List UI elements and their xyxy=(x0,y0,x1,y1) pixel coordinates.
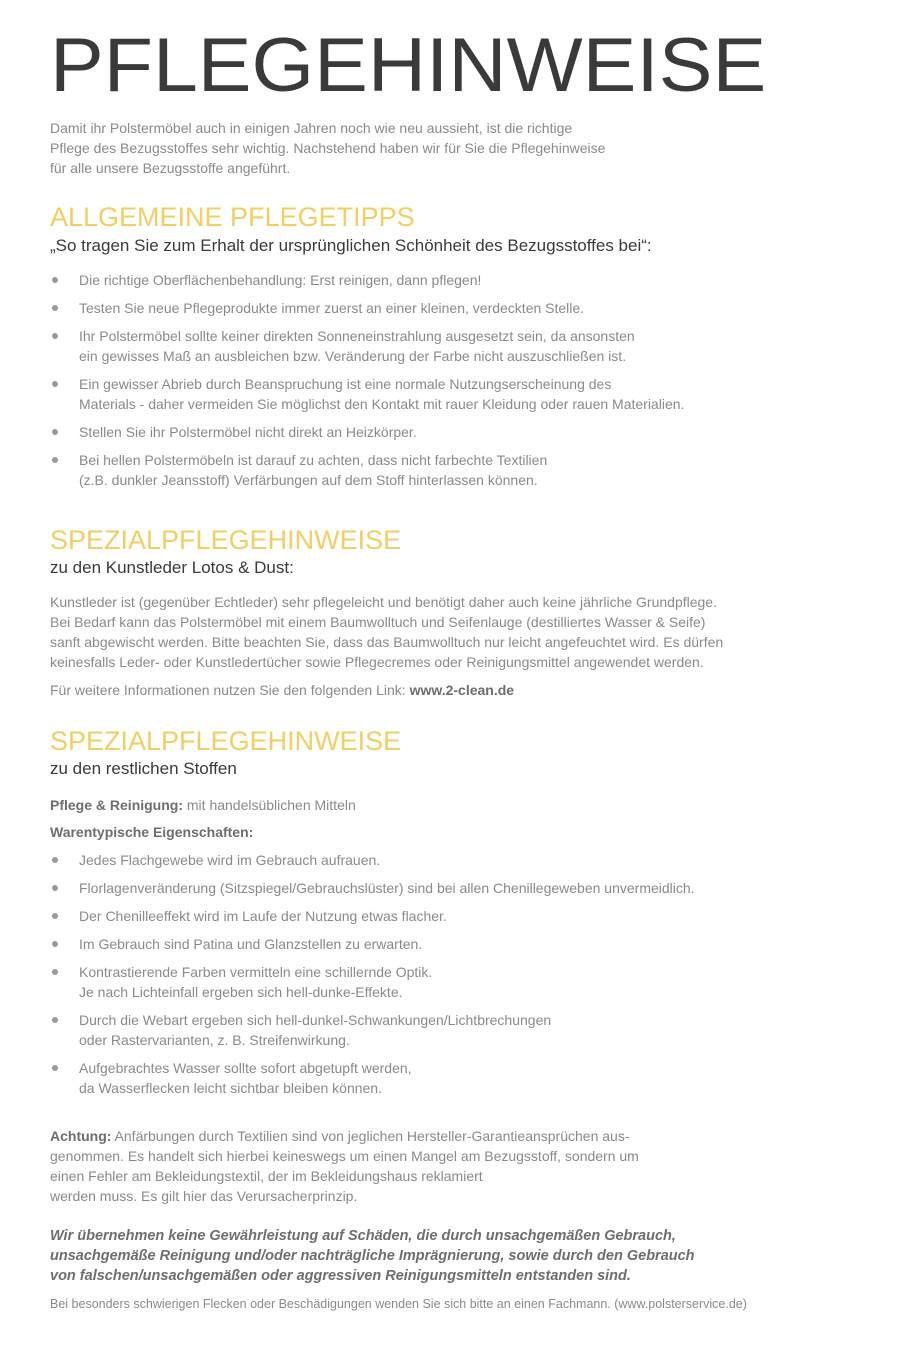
list-item: Stellen Sie ihr Polstermöbel nicht direkt an Heizkörper. xyxy=(50,422,870,442)
section-subtitle: zu den restlichen Stoffen xyxy=(50,759,237,778)
section-general-care xyxy=(50,204,870,498)
properties-list xyxy=(50,850,870,1098)
intro-text xyxy=(50,118,690,178)
list-item: Florlagenveränderung (Sitzspiegel/Gebrauchslüster) sind bei allen Chenillegeweben unvermeidlich. xyxy=(50,878,870,898)
list-item: Durch die Webart ergeben sich hell-dunkel-Schwankungen/Lichtbrechungen oder Rastervarianten, z. B. Streifenwirkung. xyxy=(50,1010,870,1050)
list-item: Der Chenilleeffekt wird im Laufe der Nutzung etwas flacher. xyxy=(50,906,870,926)
leather-paragraph: Kunstleder ist (gegenüber Echtleder) sehr pflegeleicht und benötigt daher auch keine jährliche Grundpflege. Bei Bedarf kann das Polstermöbel mit einem Baumwolltuch und Seifenlauge (destilliertes Wasser & Seife) sanft abgewischt werden. Bitte beachten Sie, dass das Baumwolltuch nur leicht angefeuchtet wird. Es dürfen keinesfalls Leder- oder Kunstledertücher sowie Pflegecremes oder Reinigungsmittel angewendet werden. xyxy=(50,594,724,671)
section-subtitle: zu den Kunstleder Lotos & Dust: xyxy=(50,558,294,577)
list-item: Kontrastierende Farben vermitteln eine schillernde Optik. Je nach Lichteinfall ergeben sich hell-dunke-Effekte. xyxy=(50,962,870,1002)
tips-list xyxy=(50,270,870,490)
section-title: ALLGEMEINE PFLEGETIPPS xyxy=(50,202,415,232)
section-subtitle: „So tragen Sie zum Erhalt der ursprünglichen Schönheit des Bezugsstoffes bei“: xyxy=(50,236,652,255)
bullet-icon xyxy=(52,1017,58,1023)
section-synthetic-leather xyxy=(50,527,870,700)
bullet-icon xyxy=(52,1065,58,1071)
attention-note: Achtung: Anfärbungen durch Textilien sind von jeglichen Hersteller-Garantieansprüchen aus- genommen. Es handelt sich hierbei keineswegs um einen Mangel am Bezugsstoff, sondern um einen Fehler am Bekleidungstextil, der im Bekleidungshaus reklamiert werden muss. Es gilt hier das Verursacherprinzip. xyxy=(50,1128,639,1204)
list-item: Aufgebrachtes Wasser sollte sofort abgetupft werden, da Wasserflecken leicht sichtbar bleiben können. xyxy=(50,1058,870,1098)
page-title: PFLEGEHINWEISE xyxy=(50,23,767,108)
bullet-icon xyxy=(52,429,58,435)
list-item: Im Gebrauch sind Patina und Glanzstellen zu erwarten. xyxy=(50,934,870,954)
bullet-icon xyxy=(52,913,58,919)
bullet-icon xyxy=(52,969,58,975)
list-item: Bei hellen Polstermöbeln ist darauf zu achten, dass nicht farbechte Textilien (z.B. dunkler Jeansstoff) Verfärbungen auf dem Stoff hinterlassen können. xyxy=(50,450,870,490)
bullet-icon xyxy=(52,333,58,339)
list-item: Jedes Flachgewebe wird im Gebrauch aufrauen. xyxy=(50,850,870,870)
section-title: SPEZIALPFLEGEHINWEISE xyxy=(50,726,402,756)
list-item: Ihr Polstermöbel sollte keiner direkten Sonneneinstrahlung ausgesetzt sein, da ansonsten ein gewisses Maß an ausbleichen bzw. Veränderung der Farbe nicht auszuschließen ist. xyxy=(50,326,870,366)
bullet-icon xyxy=(52,941,58,947)
intro-line: für alle unsere Bezugsstoffe angeführt. xyxy=(50,160,291,176)
attention-label: Achtung: xyxy=(50,1128,112,1144)
footer-note: Bei besonders schwierigen Flecken oder Beschädigungen wenden Sie sich bitte an einen Fachmann. (www.polsterservice.de) xyxy=(50,1297,747,1311)
bullet-icon xyxy=(52,305,58,311)
bullet-icon xyxy=(52,277,58,283)
bullet-icon xyxy=(52,885,58,891)
clean-link[interactable]: www.2-clean.de xyxy=(409,682,515,699)
intro-line: Damit ihr Polstermöbel auch in einigen Jahren noch wie neu aussieht, ist die richtige xyxy=(50,120,573,136)
list-item: Die richtige Oberflächenbehandlung: Erst reinigen, dann pflegen! xyxy=(50,270,870,290)
section-other-fabrics xyxy=(50,728,870,1106)
intro-line: Pflege des Bezugsstoffes sehr wichtig. Nachstehend haben wir für Sie die Pflegehinweise xyxy=(50,140,606,156)
bullet-icon xyxy=(52,857,58,863)
list-item: Ein gewisser Abrieb durch Beanspruchung ist eine normale Nutzungserscheinung des Materials - daher vermeiden Sie möglichst den Kontakt mit rauer Kleidung oder rauen Materialien. xyxy=(50,374,870,414)
liability-disclaimer: Wir übernehmen keine Gewährleistung auf Schäden, die durch unsachgemäßen Gebrauch, unsachgemäße Reinigung und/oder nachträgliche Imprägnierung, sowie durch den Gebrauch von falschen/unsachgemäßen oder aggressiven Reinigungsmitteln entstanden sind. xyxy=(50,1228,695,1284)
bullet-icon xyxy=(52,381,58,387)
care-line: Pflege & Reinigung: mit handelsüblichen Mitteln xyxy=(50,797,356,814)
info-link-line: Für weitere Informationen nutzen Sie den folgenden Link: www.2-clean.de xyxy=(50,682,515,699)
list-item: Testen Sie neue Pflegeprodukte immer zuerst an einer kleinen, verdeckten Stelle. xyxy=(50,298,870,318)
bullet-icon xyxy=(52,457,58,463)
properties-label: Warentypische Eigenschaften: xyxy=(50,824,254,841)
section-title: SPEZIALPFLEGEHINWEISE xyxy=(50,525,402,555)
